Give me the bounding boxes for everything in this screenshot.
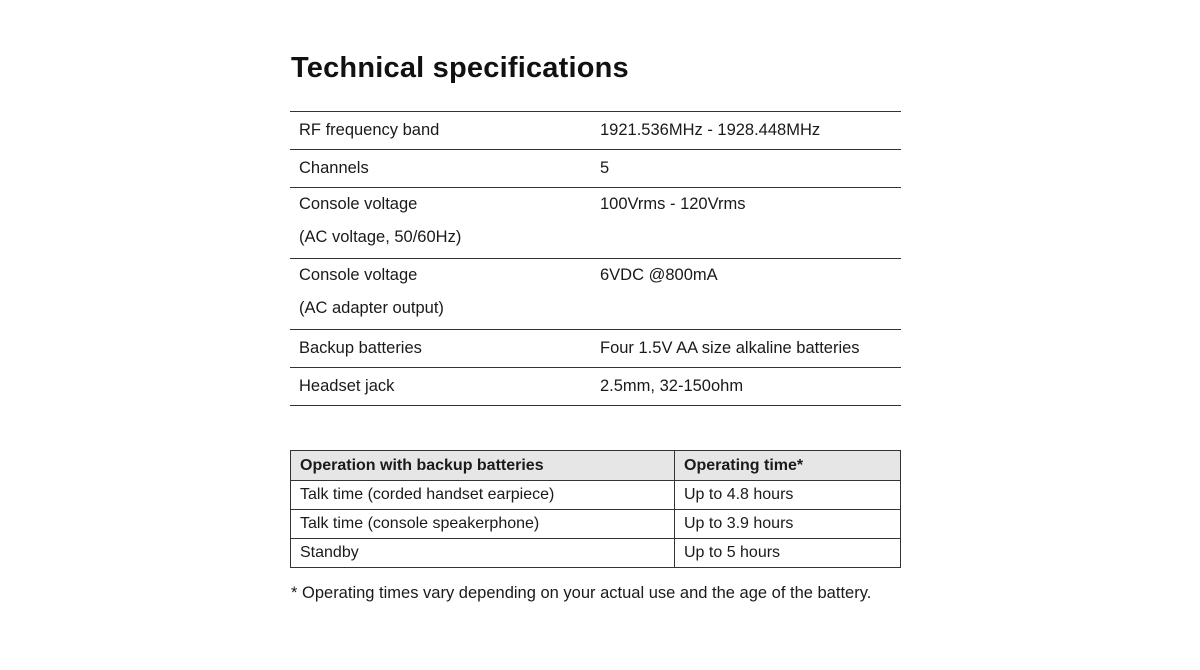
operating-time-header: Operating time* [675,451,901,481]
spec-key [290,330,591,368]
operation-table [290,450,901,568]
operating-time-cell: Up to 5 hours [675,539,901,568]
spec-row [290,150,901,188]
table-row [291,510,901,539]
spec-value: 2.5mm, 32-150ohm [600,377,744,395]
spec-row [290,368,901,406]
spec-key-text: Backup batteries [299,339,422,357]
spec-value: 5 [600,159,610,177]
spec-key [290,188,591,259]
spec-key-text: Console voltage [299,266,418,284]
operation-cell: Standby [291,539,675,568]
operation-header: Operation with backup batteries [291,451,675,481]
spec-value: Four 1.5V AA size alkaline batteries [600,339,860,357]
spec-key [290,112,591,150]
operating-time-cell: Up to 4.8 hours [675,481,901,510]
spec-row [290,330,901,368]
specs-table [290,111,901,406]
footnote: * Operating times vary depending on your actual use and the age of the battery. [291,584,872,602]
table-row [291,481,901,510]
spec-row [290,188,901,259]
spec-key-subtext: (AC voltage, 50/60Hz) [299,228,462,246]
operation-cell: Talk time (console speakerphone) [291,510,675,539]
spec-key-subtext: (AC adapter output) [299,299,444,317]
spec-key-text: Headset jack [299,377,395,395]
spec-key [290,259,591,330]
page-title: Technical specifications [291,52,629,84]
operation-cell: Talk time (corded handset earpiece) [291,481,675,510]
spec-key-text: Channels [299,159,369,177]
spec-row [290,259,901,330]
operating-time-cell: Up to 3.9 hours [675,510,901,539]
spec-key-text: Console voltage [299,195,418,213]
spec-key [290,150,591,188]
spec-key [290,368,591,406]
spec-value: 1921.536MHz - 1928.448MHz [600,121,821,139]
spec-key-text: RF frequency band [299,121,440,139]
spec-value: 100Vrms - 120Vrms [600,195,746,213]
spec-row [290,112,901,150]
spec-value: 6VDC @800mA [600,266,718,284]
table-row [291,539,901,568]
operation-header-row [291,451,901,481]
